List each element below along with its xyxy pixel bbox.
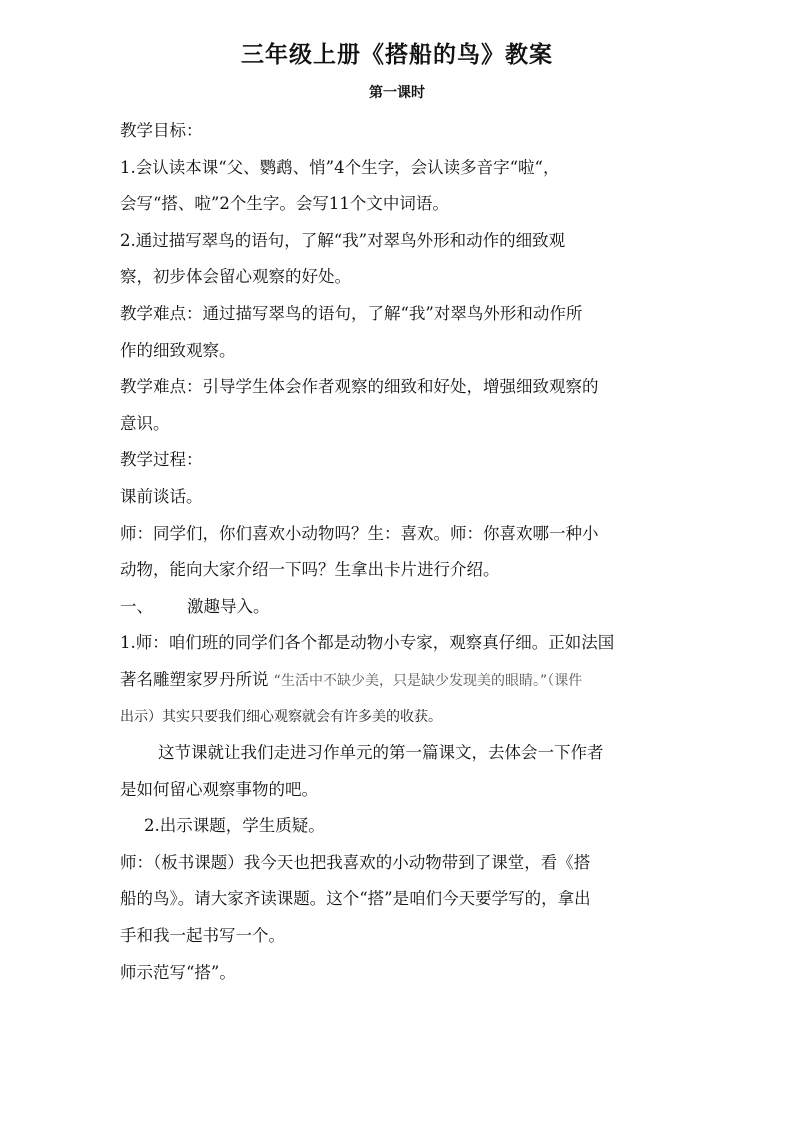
paragraph-line: 师：（板书课题）我今天也把我喜欢的小动物带到了课堂，看《搭	[120, 852, 591, 872]
section-heading-objectives: 教学目标：	[120, 121, 203, 140]
paragraph-line: 2.通过描写翠鸟的语句，了解“我”对翠鸟外形和动作的细致观	[120, 230, 566, 250]
paragraph-line: 作的细致观察。	[120, 340, 236, 360]
paragraph-line: 出示）其实只要我们细心观察就会有许多美的收获。	[120, 708, 442, 725]
section-heading-intro	[120, 592, 680, 629]
paragraph-line: 手和我一起书写一个。	[120, 926, 285, 946]
paragraph-line: 2.出示课题，学生质疑。	[144, 816, 325, 836]
paragraph-line: 教学难点：通过描写翠鸟的语句，了解“我”对翠鸟外形和动作所	[120, 303, 583, 323]
paragraph-text: 著名雕塑家罗丹所说	[120, 669, 269, 689]
paragraph-line: 师：同学们，你们喜欢小动物吗？生：喜欢。师：你喜欢哪一种小	[120, 523, 599, 543]
paragraph-line: 船的鸟》。请大家齐读课题。这个“搭”是咱们今天要学写的，拿出	[120, 889, 591, 909]
paragraph-line: 是如何留心观察事物的吧。	[120, 779, 318, 799]
paragraph-line: 察，初步体会留心观察的好处。	[120, 267, 351, 287]
quote-text: “生活中不缺少美，只是缺少发现美的眼睛。”（课件	[273, 672, 583, 689]
paragraph-line: 这节课就让我们走进习作单元的第一篇课文，去体会一下作者	[158, 743, 604, 763]
section-heading-text: 激趣导入。	[187, 596, 270, 616]
paragraph-line	[120, 665, 680, 702]
paragraph-line: 动物，能向大家介绍一下吗？生拿出卡片进行介绍。	[120, 560, 500, 580]
section-number: 一、	[120, 596, 153, 616]
paragraph-line: 意识。	[120, 413, 170, 433]
paragraph-line: 师示范写“搭”。	[120, 962, 236, 982]
paragraph-line: 1.会认读本课“父、鹦鹉、悄”4个生字，会认读多音字“啦“，	[120, 157, 560, 177]
paragraph-line: 1.师：咱们班的同学们各个都是动物小专家，观察真仔细。正如法国	[120, 633, 615, 653]
paragraph-line: 会写“搭、啦”2个生字。会写11个文中词语。	[120, 194, 449, 214]
paragraph-line: 课前谈话。	[120, 486, 203, 506]
document-body	[120, 116, 680, 994]
paragraph-line: 教学难点：引导学生体会作者观察的细致和好处，增强细致观察的	[120, 377, 599, 397]
document-subtitle: 第一课时	[369, 85, 425, 101]
section-heading-process: 教学过程：	[120, 450, 203, 470]
document-title: 三年级上册《搭船的鸟》教案	[241, 42, 553, 68]
